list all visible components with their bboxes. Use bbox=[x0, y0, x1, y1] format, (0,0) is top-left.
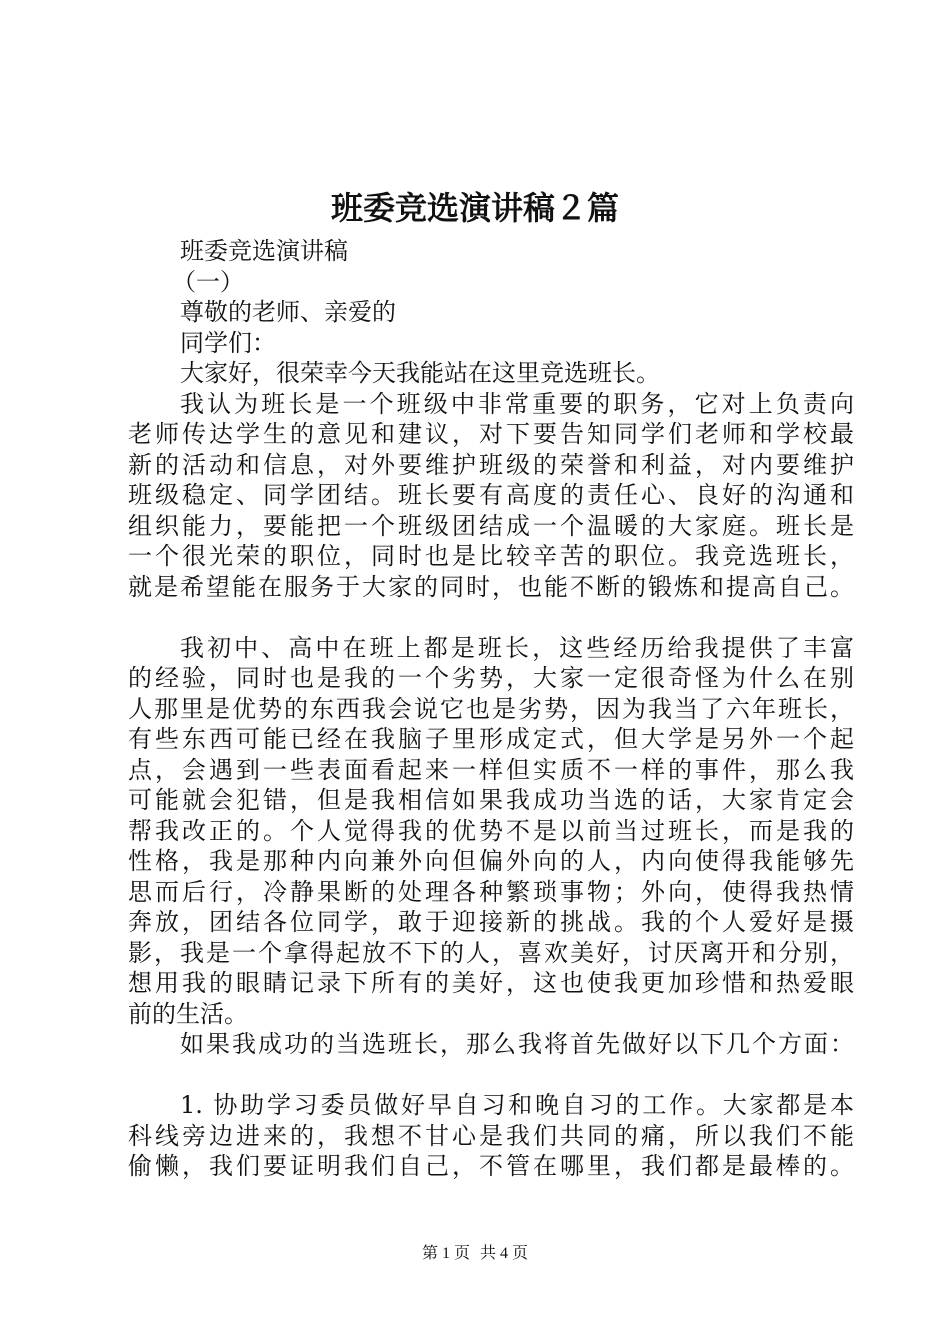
paragraph-line: 偷懒，我们要证明我们自己，不管在哪里，我们都是最棒的。 bbox=[128, 1152, 854, 1180]
paragraph-line: 科线旁边进来的，我想不甘心是我们共同的痛，所以我们不能 bbox=[128, 1121, 854, 1150]
paragraph-1 bbox=[128, 389, 854, 603]
paragraph-line: 组织能力，要能把一个班级团结成一个温暖的大家庭。班长是 bbox=[128, 511, 854, 540]
paragraph-spacer bbox=[128, 602, 854, 633]
salutation-line: 尊敬的老师、亲爱的 bbox=[180, 298, 396, 326]
paragraph-line: 影，我是一个拿得起放不下的人，喜欢美好，讨厌离开和分别， bbox=[128, 938, 854, 967]
greeting-line: 大家好，很荣幸今天我能站在这里竞选班长。 bbox=[180, 359, 660, 387]
paragraph-line: 1. 协助学习委员做好早自习和晚自习的工作。大家都是本 bbox=[180, 1091, 854, 1119]
paragraph-line: 性格，我是那种内向兼外向但偏外向的人，内向使得我能够先 bbox=[128, 847, 854, 875]
paragraph-line: 班级稳定、同学团结。班长要有高度的责任心、良好的沟通和 bbox=[128, 481, 854, 509]
paragraph-line: 思而后行，冷静果断的处理各种繁琐事物；外向，使得我热情 bbox=[128, 877, 854, 906]
page-total: 共 4 页 bbox=[480, 1245, 529, 1262]
salutation-line: 同学们： bbox=[180, 328, 276, 357]
paragraph-line: 的经验，同时也是我的一个劣势，大家一定很奇怪为什么在别 bbox=[128, 664, 854, 692]
paragraph-line: 新的活动和信息，对外要维护班级的荣誉和利益，对内要维护 bbox=[128, 450, 854, 479]
paragraph-3 bbox=[128, 1029, 854, 1060]
paragraph-line: 奔放，团结各位同学，敢于迎接新的挑战。我的个人爱好是摄 bbox=[128, 908, 854, 936]
paragraph-line: 如果我成功的当选班长，那么我将首先做好以下几个方面： bbox=[180, 1030, 854, 1058]
paragraph-line: 帮我改正的。个人觉得我的优势不是以前当过班长，而是我的 bbox=[128, 816, 854, 845]
paragraph-line: 可能就会犯错，但是我相信如果我成功当选的话，大家肯定会 bbox=[128, 786, 854, 814]
paragraph-4 bbox=[128, 1090, 854, 1182]
paragraph-line: 一个很光荣的职位，同时也是比较辛苦的职位。我竞选班长， bbox=[128, 542, 854, 570]
paragraph-line: 点，会遇到一些表面看起来一样但实质不一样的事件，那么我 bbox=[128, 755, 854, 784]
subtitle-line: 班委竞选演讲稿 bbox=[180, 237, 348, 265]
paragraph-line: 我认为班长是一个班级中非常重要的职务，它对上负责向 bbox=[180, 389, 854, 418]
paragraph-line: 人那里是优势的东西我会说它也是劣势，因为我当了六年班长， bbox=[128, 694, 854, 723]
paragraph-line: 前的生活。 bbox=[128, 999, 248, 1028]
paragraph-line: 就是希望能在服务于大家的同时，也能不断的锻炼和提高自己。 bbox=[128, 572, 854, 601]
document-body bbox=[128, 236, 854, 1182]
page-footer bbox=[0, 1244, 950, 1264]
paragraph-line: 我初中、高中在班上都是班长，这些经历给我提供了丰富 bbox=[180, 633, 854, 662]
section-number: （一） bbox=[172, 267, 244, 296]
paragraph-2 bbox=[128, 633, 854, 1030]
paragraph-line: 有些东西可能已经在我脑子里形成定式，但大学是另外一个起 bbox=[128, 725, 854, 753]
document-title: 班委竞选演讲稿２篇 bbox=[330, 189, 619, 227]
paragraph-line: 老师传达学生的意见和建议，对下要告知同学们老师和学校最 bbox=[128, 420, 854, 448]
paragraph-line: 想用我的眼睛记录下所有的美好，这也使我更加珍惜和热爱眼 bbox=[128, 969, 854, 997]
page-number: 第 1 页 bbox=[421, 1245, 470, 1262]
paragraph-spacer bbox=[128, 1060, 854, 1091]
